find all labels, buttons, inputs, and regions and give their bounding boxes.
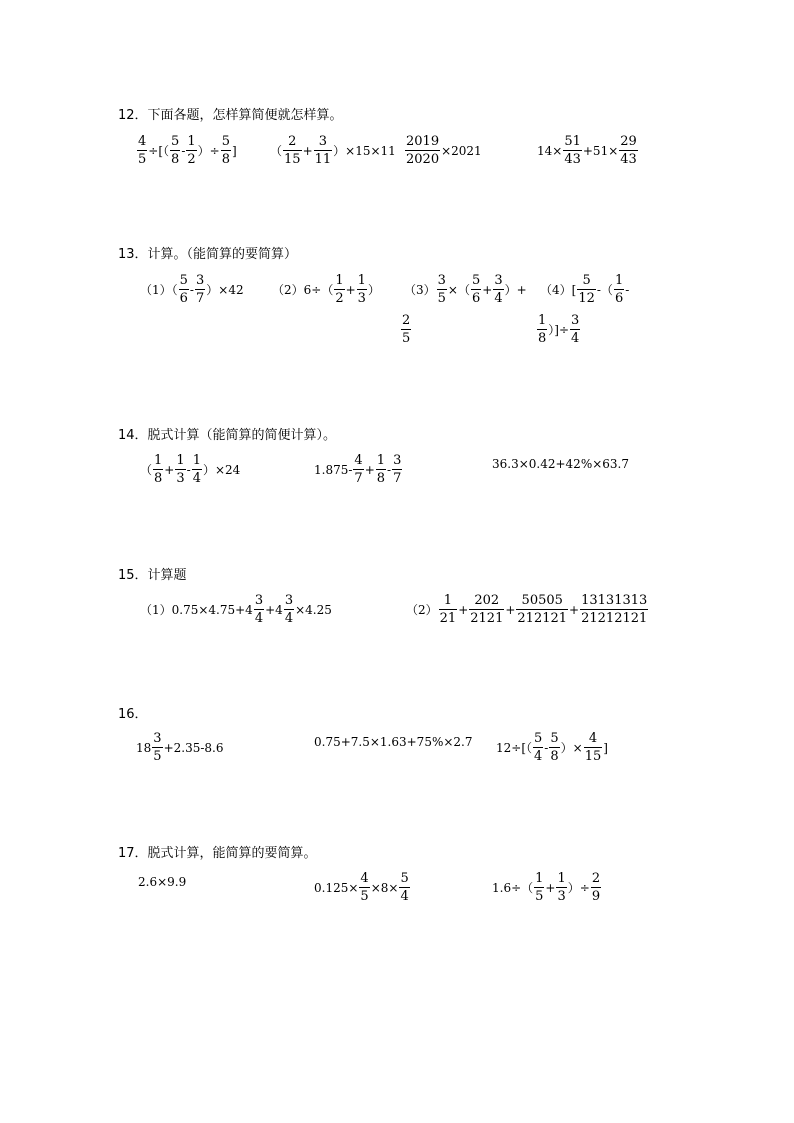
p13-expr-3: （3） $\frac{3}{5}$ ×（ $\frac{5}{6}$ + $\frac{3}{4}$ ）+ [404,273,527,306]
p13-expr-1: （1）（ $\frac{5}{6}$ - $\frac{3}{7}$ ）×42 [140,273,244,306]
p12-expr-3: $\frac{2019}{2020}$ ×2021 [406,134,482,167]
p14-expr-2: 1.875- $\frac{4}{7}$ + $\frac{1}{8}$ - $\frac{3}{7}$ [314,453,402,486]
fraction: $\frac{5}{4}$ [400,871,409,904]
fraction: $\frac{3}{7}$ [393,453,402,486]
fraction: $\frac{3}{5}$ [153,731,162,764]
fraction: $\frac{2}{9}$ [591,871,601,904]
p16-expr-1: 18 $\frac{3}{5}$ +2.35-8.6 [136,731,224,764]
fraction: $\frac{29}{43}$ [620,134,637,167]
fraction: $\frac{1}{6}$ [614,273,624,306]
fraction: $\frac{5}{8}$ [171,134,180,167]
fraction: $\frac{3}{4}$ [571,313,580,346]
fraction: $\frac{5}{8}$ [550,731,559,764]
fraction: $\frac{51}{43}$ [564,134,581,167]
fraction: $\frac{3}{11}$ [314,134,332,167]
p12-expr-4: 14× $\frac{51}{43}$ +51× $\frac{29}{43}$ [537,134,637,167]
problem-13-heading: 13．计算。（能简算的要简算） [118,247,298,262]
mixed-number: 18 $\frac{3}{5}$ [136,731,162,764]
p16-expr-2: 0.75+7.5×1.63+75%×2.7 [314,735,473,749]
fraction: $\frac{1}{8}$ [538,313,547,346]
fraction: $\frac{1}{8}$ [154,453,163,486]
p14-expr-3: 36.3×0.42+42%×63.7 [492,457,629,471]
problem-12-heading: 12．下面各题，怎样算简便就怎样算。 [118,108,343,123]
fraction: $\frac{2}{5}$ [402,313,411,346]
p13-expr-3-continued [400,314,412,345]
p12-expr-2: （ $\frac{2}{15}$ + $\frac{3}{11}$ ）×15×11 [270,134,396,167]
fraction: $\frac{1}{21}$ [439,593,457,626]
p13-expr-4: （4）[ $\frac{5}{12}$ -（ $\frac{1}{6}$ - [540,273,630,306]
p14-expr-1: （ $\frac{1}{8}$ + $\frac{1}{3}$ - $\frac{1}{4}$ ）×24 [140,453,241,486]
fraction: $\frac{1}{5}$ [535,871,544,904]
fraction: $\frac{3}{5}$ [437,273,446,306]
problem-17-heading: 17．脱式计算，能简算的要简算。 [118,846,317,861]
fraction: $\frac{1}{3}$ [557,871,566,904]
fraction: $\frac{5}{8}$ [221,134,230,167]
fraction: $\frac{1}{3}$ [357,273,366,306]
fraction: $\frac{4}{5}$ [138,134,147,167]
fraction: $\frac{1}{8}$ [376,453,386,486]
fraction: $\frac{3}{4}$ [254,593,264,626]
fraction: $\frac{1}{2}$ [187,134,196,167]
fraction: $\frac{5}{6}$ [179,273,188,306]
p13-expr-2: （2）6÷（ $\frac{1}{2}$ + $\frac{1}{3}$ ） [272,273,380,306]
fraction: $\frac{1}{4}$ [192,453,201,486]
fraction: $\frac{5}{6}$ [471,273,481,306]
fraction: $\frac{1}{3}$ [176,453,185,486]
fraction: $\frac{3}{4}$ [284,593,294,626]
fraction: $\frac{5}{4}$ [534,731,543,764]
fraction: $\frac{13131313}{21212121}$ [581,593,648,626]
fraction: $\frac{5}{12}$ [578,273,595,306]
p16-expr-3: 12÷[（ $\frac{5}{4}$ - $\frac{5}{8}$ ）× $\frac{4}{15}$ ] [496,731,608,764]
fraction: $\frac{50505}{212121}$ [517,593,568,626]
fraction: $\frac{1}{2}$ [335,273,344,306]
fraction: $\frac{3}{4}$ [494,273,503,306]
problem-16-heading: 16． [118,707,148,722]
p12-expr-1: $\frac{4}{5}$ ÷[（ $\frac{5}{8}$ - $\frac{1}{2}$ ）÷ $\frac{5}{8}$ ] [138,134,237,167]
fraction: $\frac{2}{15}$ [284,134,301,167]
fraction: $\frac{2019}{2020}$ [406,134,440,167]
p15-expr-1: （1）0.75×4.75+4 $\frac{3}{4}$ +4 $\frac{3}{4}$ ×4.25 [140,593,332,626]
p17-expr-3: 1.6÷（ $\frac{1}{5}$ + $\frac{1}{3}$ ）÷ $\frac{2}{9}$ [492,871,601,904]
p17-expr-1: 2.6×9.9 [138,875,187,889]
p15-expr-2: （2） $\frac{1}{21}$ + $\frac{202}{2121}$ + $\frac{50505}{212121}$ + $\frac{13131313}{21212121}$ [406,593,648,626]
fraction: $\frac{202}{2121}$ [470,593,504,626]
fraction: $\frac{4}{7}$ [354,453,363,486]
fraction: $\frac{4}{5}$ [360,871,369,904]
fraction: $\frac{3}{7}$ [195,273,205,306]
p13-expr-4-continued: $\frac{1}{8}$ ）]÷ $\frac{3}{4}$ [538,313,580,346]
fraction: $\frac{4}{15}$ [584,731,602,764]
p17-expr-2: 0.125× $\frac{4}{5}$ ×8× $\frac{5}{4}$ [314,871,409,904]
problem-14-heading: 14．脱式计算（能简算的简便计算）。 [118,428,337,443]
problem-15-heading: 15．计算题 [118,568,187,583]
